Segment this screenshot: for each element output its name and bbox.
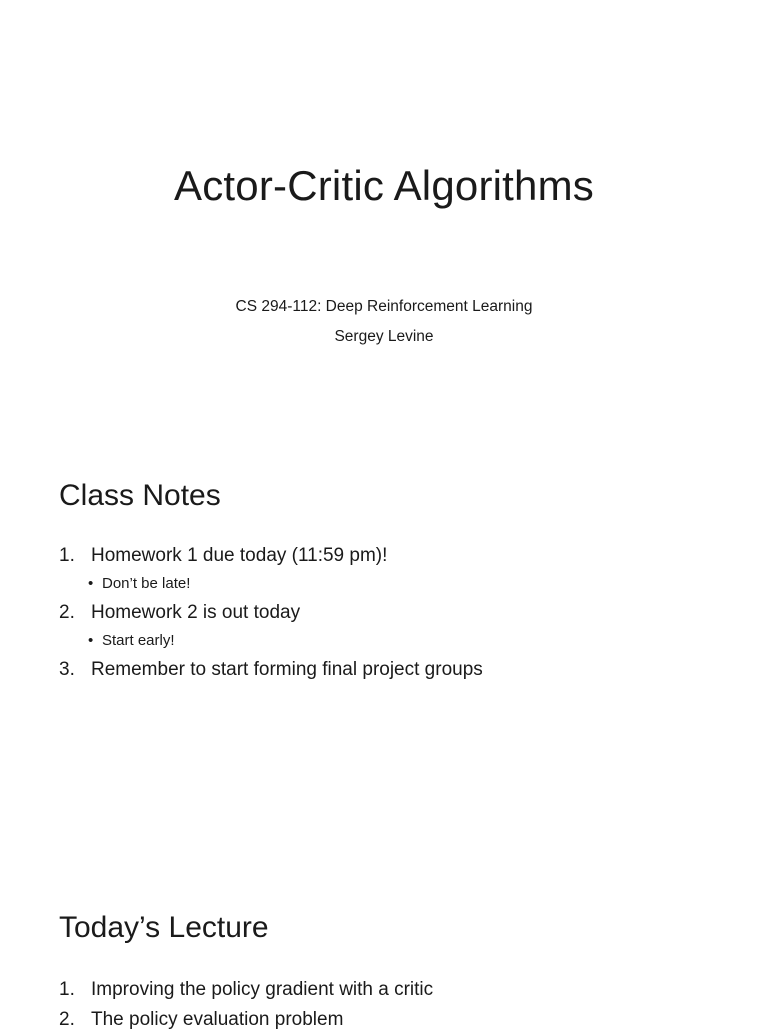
list-item [59, 601, 300, 625]
list-item-number: 2. [59, 602, 75, 623]
list-item-number: 1. [59, 979, 75, 1000]
sub-bullet-text: Start early! [102, 632, 175, 649]
author-name: Sergey Levine [334, 328, 434, 345]
todays-lecture-slide [0, 864, 768, 1030]
slide-heading: Class Notes [59, 479, 221, 512]
course-name: CS 294-112: Deep Reinforcement Learning [235, 298, 533, 315]
slide-title: Actor-Critic Algorithms [173, 162, 594, 209]
list-item [59, 1008, 343, 1032]
list-item-text: Improving the policy gradient with a critic [91, 979, 434, 1000]
sub-bullet-text: Don’t be late! [102, 575, 191, 592]
bullet-icon: • [88, 575, 94, 592]
list-item-number: 1. [59, 545, 75, 566]
list-item-text: The policy evaluation problem [91, 1009, 344, 1030]
bullet-icon: • [88, 632, 94, 649]
list-item-number: 2. [59, 1009, 75, 1030]
list-item-number: 3. [59, 659, 75, 680]
title-slide [0, 0, 768, 432]
list-item [59, 978, 433, 1002]
list-item-text: Homework 1 due today (11:59 pm)! [91, 545, 388, 566]
sub-bullet-item [88, 574, 190, 594]
list-item [59, 658, 483, 682]
slide-heading: Today’s Lecture [59, 911, 269, 944]
sub-bullet-item [88, 631, 175, 651]
list-item-text: Remember to start forming final project groups [91, 659, 483, 680]
list-item-text: Homework 2 is out today [91, 602, 301, 623]
list-item [59, 544, 387, 568]
class-notes-slide [0, 432, 768, 864]
